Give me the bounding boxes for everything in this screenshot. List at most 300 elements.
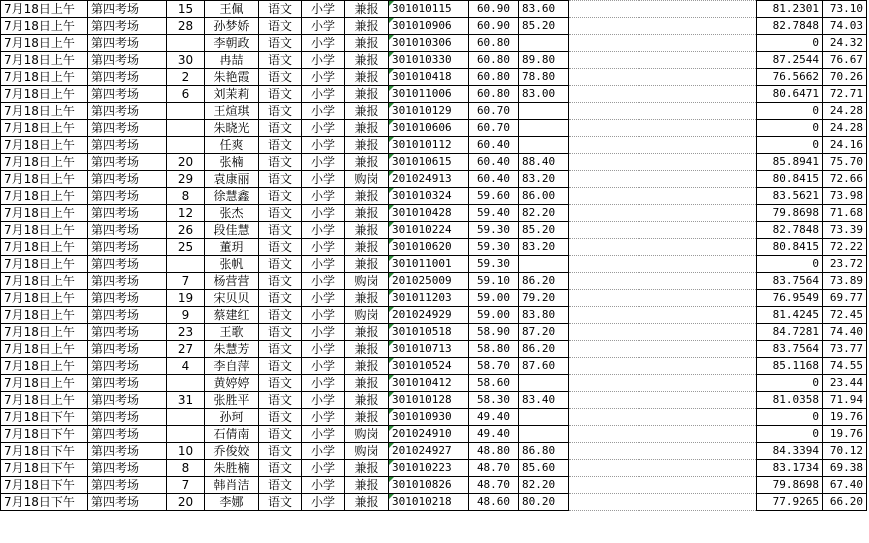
- table-row: [1, 171, 867, 188]
- school-level-cell: 小学: [302, 392, 345, 409]
- interview-score-cell: [519, 137, 569, 154]
- blank-cell: [639, 409, 757, 426]
- blank-cell: [569, 171, 639, 188]
- total-score-cell: 71.68: [823, 205, 867, 222]
- written-score-cell: 60.40: [469, 171, 519, 188]
- total-score-cell: 24.32: [823, 35, 867, 52]
- table-row: [1, 460, 867, 477]
- seat-number-cell: [167, 426, 205, 443]
- table-row: [1, 69, 867, 86]
- written-score-cell: 59.30: [469, 256, 519, 273]
- adjusted-score-cell: 81.0358: [757, 392, 823, 409]
- total-score-cell: 70.26: [823, 69, 867, 86]
- school-level-cell: 小学: [302, 154, 345, 171]
- interview-score-cell: 82.20: [519, 477, 569, 494]
- candidate-name-cell: 李朝政: [205, 35, 259, 52]
- application-type-cell: 兼报: [345, 52, 389, 69]
- exam-room-cell: 第四考场: [88, 52, 167, 69]
- subject-cell: 语文: [259, 494, 302, 511]
- blank-cell: [569, 443, 639, 460]
- seat-number-cell: [167, 103, 205, 120]
- application-type-cell: 兼报: [345, 154, 389, 171]
- blank-cell: [569, 188, 639, 205]
- exam-room-cell: 第四考场: [88, 239, 167, 256]
- exam-time-cell: 7月18日上午: [1, 1, 88, 18]
- subject-cell: 语文: [259, 52, 302, 69]
- ticket-number-cell: 301010224: [389, 222, 469, 239]
- seat-number-cell: [167, 35, 205, 52]
- interview-score-cell: 83.20: [519, 239, 569, 256]
- candidate-name-cell: 孙珂: [205, 409, 259, 426]
- blank-cell: [639, 324, 757, 341]
- subject-cell: 语文: [259, 205, 302, 222]
- subject-cell: 语文: [259, 443, 302, 460]
- application-type-cell: 购岗: [345, 273, 389, 290]
- seat-number-cell: 20: [167, 154, 205, 171]
- seat-number-cell: 4: [167, 358, 205, 375]
- seat-number-cell: 30: [167, 52, 205, 69]
- adjusted-score-cell: 85.8941: [757, 154, 823, 171]
- blank-cell: [639, 290, 757, 307]
- adjusted-score-cell: 82.7848: [757, 18, 823, 35]
- blank-cell: [639, 375, 757, 392]
- application-type-cell: 兼报: [345, 18, 389, 35]
- exam-room-cell: 第四考场: [88, 205, 167, 222]
- seat-number-cell: 12: [167, 205, 205, 222]
- interview-score-cell: [519, 409, 569, 426]
- school-level-cell: 小学: [302, 273, 345, 290]
- adjusted-score-cell: 80.8415: [757, 239, 823, 256]
- exam-room-cell: 第四考场: [88, 171, 167, 188]
- exam-room-cell: 第四考场: [88, 307, 167, 324]
- written-score-cell: 49.40: [469, 409, 519, 426]
- exam-room-cell: 第四考场: [88, 18, 167, 35]
- table-row: [1, 494, 867, 511]
- ticket-number-cell: 201024910: [389, 426, 469, 443]
- application-type-cell: 兼报: [345, 392, 389, 409]
- adjusted-score-cell: 83.1734: [757, 460, 823, 477]
- subject-cell: 语文: [259, 188, 302, 205]
- blank-cell: [569, 222, 639, 239]
- candidate-name-cell: 王佩: [205, 1, 259, 18]
- candidate-name-cell: 乔俊姣: [205, 443, 259, 460]
- interview-score-cell: [519, 256, 569, 273]
- application-type-cell: 兼报: [345, 188, 389, 205]
- exam-room-cell: 第四考场: [88, 35, 167, 52]
- exam-room-cell: 第四考场: [88, 358, 167, 375]
- blank-cell: [569, 460, 639, 477]
- subject-cell: 语文: [259, 477, 302, 494]
- seat-number-cell: 26: [167, 222, 205, 239]
- table-row: [1, 137, 867, 154]
- school-level-cell: 小学: [302, 375, 345, 392]
- application-type-cell: 购岗: [345, 171, 389, 188]
- exam-time-cell: 7月18日上午: [1, 86, 88, 103]
- candidate-name-cell: 段佳慧: [205, 222, 259, 239]
- written-score-cell: 60.80: [469, 35, 519, 52]
- ticket-number-cell: 301010324: [389, 188, 469, 205]
- candidate-name-cell: 张杰: [205, 205, 259, 222]
- candidate-name-cell: 王歌: [205, 324, 259, 341]
- blank-cell: [639, 426, 757, 443]
- application-type-cell: 兼报: [345, 239, 389, 256]
- adjusted-score-cell: 80.8415: [757, 171, 823, 188]
- exam-time-cell: 7月18日上午: [1, 18, 88, 35]
- total-score-cell: 69.38: [823, 460, 867, 477]
- school-level-cell: 小学: [302, 477, 345, 494]
- blank-cell: [639, 358, 757, 375]
- subject-cell: 语文: [259, 137, 302, 154]
- adjusted-score-cell: 0: [757, 103, 823, 120]
- blank-cell: [569, 324, 639, 341]
- total-score-cell: 24.28: [823, 103, 867, 120]
- exam-time-cell: 7月18日上午: [1, 256, 88, 273]
- ticket-number-cell: 301010518: [389, 324, 469, 341]
- written-score-cell: 59.60: [469, 188, 519, 205]
- ticket-number-cell: 301010606: [389, 120, 469, 137]
- blank-cell: [639, 256, 757, 273]
- ticket-number-cell: 201024913: [389, 171, 469, 188]
- total-score-cell: 19.76: [823, 409, 867, 426]
- interview-score-cell: 85.20: [519, 18, 569, 35]
- table-row: [1, 35, 867, 52]
- exam-time-cell: 7月18日下午: [1, 443, 88, 460]
- interview-score-cell: 86.00: [519, 188, 569, 205]
- blank-cell: [639, 341, 757, 358]
- blank-cell: [639, 477, 757, 494]
- written-score-cell: 59.30: [469, 222, 519, 239]
- blank-cell: [639, 239, 757, 256]
- table-row: [1, 324, 867, 341]
- adjusted-score-cell: 81.2301: [757, 1, 823, 18]
- application-type-cell: 购岗: [345, 426, 389, 443]
- exam-time-cell: 7月18日上午: [1, 239, 88, 256]
- adjusted-score-cell: 76.9549: [757, 290, 823, 307]
- table-body: [1, 1, 867, 511]
- exam-time-cell: 7月18日上午: [1, 171, 88, 188]
- total-score-cell: 73.39: [823, 222, 867, 239]
- exam-time-cell: 7月18日上午: [1, 222, 88, 239]
- ticket-number-cell: 301010418: [389, 69, 469, 86]
- written-score-cell: 60.70: [469, 120, 519, 137]
- blank-cell: [569, 256, 639, 273]
- written-score-cell: 58.30: [469, 392, 519, 409]
- school-level-cell: 小学: [302, 52, 345, 69]
- interview-score-cell: [519, 426, 569, 443]
- adjusted-score-cell: 0: [757, 120, 823, 137]
- table-row: [1, 256, 867, 273]
- subject-cell: 语文: [259, 256, 302, 273]
- school-level-cell: 小学: [302, 256, 345, 273]
- ticket-number-cell: 301010129: [389, 103, 469, 120]
- application-type-cell: 兼报: [345, 494, 389, 511]
- blank-cell: [639, 154, 757, 171]
- seat-number-cell: [167, 409, 205, 426]
- blank-cell: [569, 86, 639, 103]
- school-level-cell: 小学: [302, 86, 345, 103]
- candidate-name-cell: 张楠: [205, 154, 259, 171]
- adjusted-score-cell: 77.9265: [757, 494, 823, 511]
- total-score-cell: 73.98: [823, 188, 867, 205]
- table-row: [1, 86, 867, 103]
- table-row: [1, 239, 867, 256]
- table-row: [1, 409, 867, 426]
- exam-time-cell: 7月18日上午: [1, 392, 88, 409]
- total-score-cell: 69.77: [823, 290, 867, 307]
- adjusted-score-cell: 82.7848: [757, 222, 823, 239]
- exam-room-cell: 第四考场: [88, 324, 167, 341]
- exam-room-cell: 第四考场: [88, 392, 167, 409]
- ticket-number-cell: 301011001: [389, 256, 469, 273]
- application-type-cell: 兼报: [345, 205, 389, 222]
- interview-score-cell: 83.40: [519, 392, 569, 409]
- blank-cell: [569, 477, 639, 494]
- ticket-number-cell: 301011006: [389, 86, 469, 103]
- blank-cell: [639, 137, 757, 154]
- ticket-number-cell: 301010930: [389, 409, 469, 426]
- adjusted-score-cell: 79.8698: [757, 477, 823, 494]
- candidate-name-cell: 王煊琪: [205, 103, 259, 120]
- table-row: [1, 358, 867, 375]
- adjusted-score-cell: 76.5662: [757, 69, 823, 86]
- blank-cell: [569, 205, 639, 222]
- exam-room-cell: 第四考场: [88, 443, 167, 460]
- written-score-cell: 49.40: [469, 426, 519, 443]
- adjusted-score-cell: 80.6471: [757, 86, 823, 103]
- school-level-cell: 小学: [302, 460, 345, 477]
- subject-cell: 语文: [259, 358, 302, 375]
- adjusted-score-cell: 84.7281: [757, 324, 823, 341]
- school-level-cell: 小学: [302, 307, 345, 324]
- school-level-cell: 小学: [302, 222, 345, 239]
- written-score-cell: 60.90: [469, 18, 519, 35]
- ticket-number-cell: 301010223: [389, 460, 469, 477]
- application-type-cell: 兼报: [345, 375, 389, 392]
- exam-room-cell: 第四考场: [88, 188, 167, 205]
- table-row: [1, 392, 867, 409]
- exam-room-cell: 第四考场: [88, 103, 167, 120]
- school-level-cell: 小学: [302, 103, 345, 120]
- subject-cell: 语文: [259, 1, 302, 18]
- adjusted-score-cell: 0: [757, 137, 823, 154]
- school-level-cell: 小学: [302, 409, 345, 426]
- written-score-cell: 58.70: [469, 358, 519, 375]
- school-level-cell: 小学: [302, 205, 345, 222]
- ticket-number-cell: 301010826: [389, 477, 469, 494]
- interview-score-cell: 85.60: [519, 460, 569, 477]
- blank-cell: [569, 120, 639, 137]
- application-type-cell: 兼报: [345, 137, 389, 154]
- written-score-cell: 60.80: [469, 52, 519, 69]
- candidate-name-cell: 朱艳霞: [205, 69, 259, 86]
- exam-time-cell: 7月18日上午: [1, 205, 88, 222]
- table-row: [1, 426, 867, 443]
- blank-cell: [639, 460, 757, 477]
- candidate-name-cell: 朱晓光: [205, 120, 259, 137]
- subject-cell: 语文: [259, 154, 302, 171]
- written-score-cell: 58.90: [469, 324, 519, 341]
- subject-cell: 语文: [259, 35, 302, 52]
- blank-cell: [569, 426, 639, 443]
- adjusted-score-cell: 83.7564: [757, 341, 823, 358]
- ticket-number-cell: 301010330: [389, 52, 469, 69]
- application-type-cell: 兼报: [345, 477, 389, 494]
- interview-score-cell: [519, 375, 569, 392]
- total-score-cell: 74.03: [823, 18, 867, 35]
- exam-time-cell: 7月18日下午: [1, 477, 88, 494]
- total-score-cell: 74.55: [823, 358, 867, 375]
- ticket-number-cell: 301010524: [389, 358, 469, 375]
- total-score-cell: 74.40: [823, 324, 867, 341]
- interview-score-cell: 86.80: [519, 443, 569, 460]
- application-type-cell: 购岗: [345, 307, 389, 324]
- seat-number-cell: 23: [167, 324, 205, 341]
- total-score-cell: 73.89: [823, 273, 867, 290]
- written-score-cell: 59.10: [469, 273, 519, 290]
- blank-cell: [569, 154, 639, 171]
- total-score-cell: 73.10: [823, 1, 867, 18]
- subject-cell: 语文: [259, 392, 302, 409]
- interview-score-cell: [519, 120, 569, 137]
- exam-time-cell: 7月18日下午: [1, 409, 88, 426]
- application-type-cell: 兼报: [345, 290, 389, 307]
- interview-score-cell: 78.80: [519, 69, 569, 86]
- exam-time-cell: 7月18日上午: [1, 188, 88, 205]
- blank-cell: [639, 86, 757, 103]
- adjusted-score-cell: 87.2544: [757, 52, 823, 69]
- exam-time-cell: 7月18日上午: [1, 375, 88, 392]
- application-type-cell: 兼报: [345, 35, 389, 52]
- candidate-name-cell: 李自萍: [205, 358, 259, 375]
- blank-cell: [569, 1, 639, 18]
- blank-cell: [639, 171, 757, 188]
- table-row: [1, 273, 867, 290]
- seat-number-cell: [167, 120, 205, 137]
- exam-room-cell: 第四考场: [88, 256, 167, 273]
- seat-number-cell: [167, 256, 205, 273]
- candidate-name-cell: 朱慧芳: [205, 341, 259, 358]
- application-type-cell: 兼报: [345, 120, 389, 137]
- total-score-cell: 67.40: [823, 477, 867, 494]
- adjusted-score-cell: 0: [757, 426, 823, 443]
- exam-time-cell: 7月18日上午: [1, 341, 88, 358]
- seat-number-cell: 28: [167, 18, 205, 35]
- adjusted-score-cell: 79.8698: [757, 205, 823, 222]
- table-row: [1, 154, 867, 171]
- application-type-cell: 兼报: [345, 69, 389, 86]
- blank-cell: [639, 392, 757, 409]
- application-type-cell: 兼报: [345, 324, 389, 341]
- application-type-cell: 兼报: [345, 460, 389, 477]
- application-type-cell: 兼报: [345, 1, 389, 18]
- written-score-cell: 59.40: [469, 205, 519, 222]
- exam-room-cell: 第四考场: [88, 154, 167, 171]
- adjusted-score-cell: 83.7564: [757, 273, 823, 290]
- table-row: [1, 375, 867, 392]
- subject-cell: 语文: [259, 86, 302, 103]
- school-level-cell: 小学: [302, 137, 345, 154]
- written-score-cell: 48.70: [469, 477, 519, 494]
- application-type-cell: 购岗: [345, 443, 389, 460]
- candidate-name-cell: 蔡建红: [205, 307, 259, 324]
- interview-score-cell: 85.20: [519, 222, 569, 239]
- candidate-name-cell: 张帆: [205, 256, 259, 273]
- total-score-cell: 70.12: [823, 443, 867, 460]
- ticket-number-cell: 301010412: [389, 375, 469, 392]
- adjusted-score-cell: 81.4245: [757, 307, 823, 324]
- table-row: [1, 103, 867, 120]
- candidate-name-cell: 任爽: [205, 137, 259, 154]
- subject-cell: 语文: [259, 341, 302, 358]
- interview-score-cell: 88.40: [519, 154, 569, 171]
- total-score-cell: 24.16: [823, 137, 867, 154]
- subject-cell: 语文: [259, 171, 302, 188]
- subject-cell: 语文: [259, 409, 302, 426]
- table-row: [1, 290, 867, 307]
- seat-number-cell: 7: [167, 477, 205, 494]
- written-score-cell: 59.30: [469, 239, 519, 256]
- written-score-cell: 60.90: [469, 1, 519, 18]
- adjusted-score-cell: 0: [757, 375, 823, 392]
- seat-number-cell: [167, 137, 205, 154]
- total-score-cell: 72.71: [823, 86, 867, 103]
- ticket-number-cell: 201024927: [389, 443, 469, 460]
- school-level-cell: 小学: [302, 18, 345, 35]
- seat-number-cell: 31: [167, 392, 205, 409]
- interview-score-cell: 87.20: [519, 324, 569, 341]
- exam-time-cell: 7月18日上午: [1, 307, 88, 324]
- exam-time-cell: 7月18日上午: [1, 103, 88, 120]
- exam-room-cell: 第四考场: [88, 222, 167, 239]
- blank-cell: [569, 290, 639, 307]
- total-score-cell: 72.45: [823, 307, 867, 324]
- subject-cell: 语文: [259, 120, 302, 137]
- total-score-cell: 66.20: [823, 494, 867, 511]
- total-score-cell: 72.66: [823, 171, 867, 188]
- blank-cell: [639, 35, 757, 52]
- table-row: [1, 1, 867, 18]
- blank-cell: [639, 443, 757, 460]
- table-row: [1, 205, 867, 222]
- blank-cell: [569, 69, 639, 86]
- subject-cell: 语文: [259, 273, 302, 290]
- school-level-cell: 小学: [302, 358, 345, 375]
- application-type-cell: 兼报: [345, 358, 389, 375]
- ticket-number-cell: 301010306: [389, 35, 469, 52]
- application-type-cell: 兼报: [345, 256, 389, 273]
- subject-cell: 语文: [259, 222, 302, 239]
- ticket-number-cell: 301011203: [389, 290, 469, 307]
- interview-score-cell: [519, 35, 569, 52]
- blank-cell: [639, 120, 757, 137]
- candidate-name-cell: 黄婷婷: [205, 375, 259, 392]
- seat-number-cell: 19: [167, 290, 205, 307]
- school-level-cell: 小学: [302, 120, 345, 137]
- application-type-cell: 兼报: [345, 103, 389, 120]
- blank-cell: [569, 35, 639, 52]
- interview-score-cell: 83.60: [519, 1, 569, 18]
- candidate-name-cell: 宋贝贝: [205, 290, 259, 307]
- interview-score-cell: 83.80: [519, 307, 569, 324]
- candidate-name-cell: 石倩南: [205, 426, 259, 443]
- school-level-cell: 小学: [302, 1, 345, 18]
- written-score-cell: 60.40: [469, 137, 519, 154]
- application-type-cell: 兼报: [345, 341, 389, 358]
- school-level-cell: 小学: [302, 171, 345, 188]
- seat-number-cell: [167, 375, 205, 392]
- exam-time-cell: 7月18日上午: [1, 154, 88, 171]
- interview-score-cell: 87.60: [519, 358, 569, 375]
